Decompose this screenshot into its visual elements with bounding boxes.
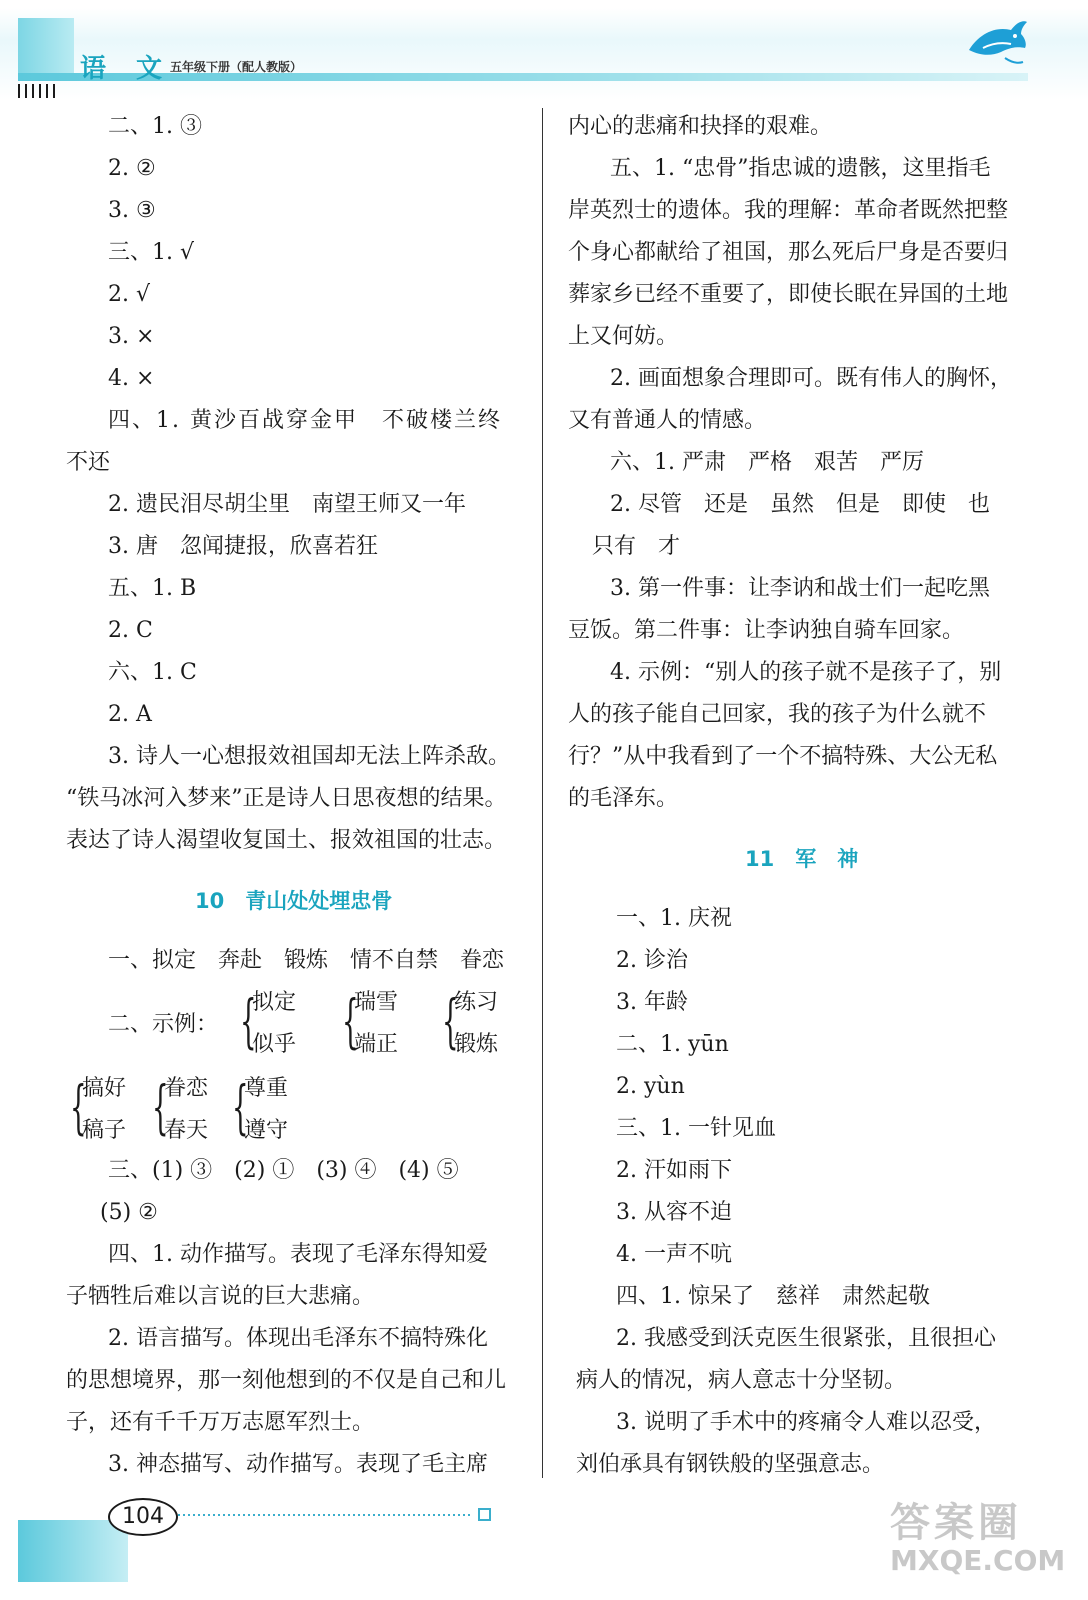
- watermark-logo-text: 答案圈: [890, 1500, 1022, 1546]
- word: 瑞雪: [354, 990, 399, 1015]
- dolphin-logo-icon: [965, 18, 1030, 74]
- answer-line: 豆饭。第二件事：让李讷独自骑车回家。: [568, 618, 965, 643]
- answer-line: 五、1. B: [108, 576, 197, 601]
- answer-line: 3. 唐 忽闻捷报，欣喜若狂: [108, 534, 378, 559]
- answer-line: 六、1. C: [108, 660, 197, 685]
- answer-line: 3. 说明了手术中的疼痛令人难以忍受，: [616, 1410, 996, 1435]
- word: 遵守: [244, 1118, 289, 1143]
- brace-icon: {: [152, 1073, 169, 1141]
- answer-line: 3. ×: [108, 324, 155, 349]
- word: 春天: [164, 1118, 209, 1143]
- word: 眷恋: [164, 1076, 209, 1101]
- answer-line: 2. A: [108, 702, 152, 727]
- subject-title: 语文: [80, 54, 193, 84]
- brace-icon: {: [442, 987, 459, 1055]
- answer-line: 四、1. 惊呆了 慈祥 肃然起敬: [616, 1284, 930, 1309]
- answer-line: 4. 示例：“别人的孩子就不是孩子了，别: [610, 660, 1002, 685]
- word: 拟定: [252, 990, 297, 1015]
- column-divider: [542, 108, 543, 1478]
- watermark: [890, 1500, 1065, 1576]
- header-ticks: [18, 84, 58, 98]
- answer-line: 的思想境界，那一刻他想到的不仅是自己和儿: [66, 1368, 507, 1393]
- answer-line: 2. 画面想象合理即可。既有伟人的胸怀，: [610, 366, 1012, 391]
- answer-line: 一、拟定 奔赴 锻炼 情不自禁 眷恋: [108, 948, 505, 973]
- answer-line: 一、1. 庆祝: [616, 906, 732, 931]
- section-title-10: 10 青山处处埋忠骨: [195, 889, 393, 913]
- section-title-11: 11 军 神: [745, 847, 859, 871]
- answer-line: 3. ③: [108, 198, 156, 223]
- answer-line: 岸英烈士的遗体。我的理解：革命者既然把整: [568, 198, 1009, 223]
- answer-line: 2. C: [108, 618, 153, 643]
- answer-line: 三、1. 一针见血: [616, 1116, 776, 1141]
- answer-line: 二、1. ③: [108, 114, 202, 139]
- answer-line: 2. √: [108, 282, 151, 307]
- answer-line: “铁马冰河入梦来”正是诗人日思夜想的结果。: [66, 786, 507, 811]
- answer-line: 4. 一声不吭: [616, 1242, 732, 1267]
- header-color-block: [18, 18, 74, 80]
- answer-line: 个身心都献给了祖国，那么死后尸身是否要归: [568, 240, 1009, 265]
- answer-line: 五、1. “忠骨”指忠诚的遗骸，这里指毛: [610, 156, 991, 181]
- answer-line: 2. 汗如雨下: [616, 1158, 732, 1183]
- watermark-url: MXQE.COM: [890, 1544, 1066, 1577]
- answer-line: 四、1. 动作描写。表现了毛泽东得知爱: [108, 1242, 488, 1267]
- word: 稿子: [82, 1118, 127, 1143]
- brace-icon: {: [342, 987, 359, 1055]
- answer-line: 刘伯承具有钢铁般的坚强意志。: [576, 1452, 885, 1477]
- answer-line: (5) ②: [100, 1200, 158, 1225]
- answer-line: 2. 诊治: [616, 948, 688, 973]
- example-label: 二、示例：: [108, 1012, 219, 1037]
- footer-dotted-rule: [178, 1514, 473, 1516]
- word: 尊重: [244, 1076, 289, 1101]
- answer-line: 上又何妨。: [568, 324, 679, 349]
- answer-line: 行？”从中我看到了一个不搞特殊、大公无私: [568, 744, 998, 769]
- answer-line: 又有普通人的情感。: [568, 408, 767, 433]
- answer-line: 只有 才: [592, 534, 681, 559]
- footer-square-icon: [478, 1508, 491, 1521]
- footer-color-block: [18, 1520, 128, 1582]
- answer-line: 2. yùn: [616, 1074, 685, 1099]
- answer-line: 人的孩子能自己回家，我的孩子为什么就不: [568, 702, 987, 727]
- answer-line: 4. ×: [108, 366, 155, 391]
- answer-line: 葬家乡已经不重要了，即使长眠在异国的土地: [568, 282, 1009, 307]
- answer-line: 不还: [66, 450, 111, 475]
- answer-line: 2. 遗民泪尽胡尘里 南望王师又一年: [108, 492, 466, 517]
- answer-line: 三、1. √: [108, 240, 195, 265]
- word: 搞好: [82, 1076, 127, 1101]
- grade-label: 五年级下册（配人教版）: [170, 60, 303, 74]
- answer-line: 2. 尽管 还是 虽然 但是 即使 也: [610, 492, 990, 517]
- answer-line: 的毛泽东。: [568, 786, 679, 811]
- answer-line: 3. 第一件事：让李讷和战士们一起吃黑: [610, 576, 990, 601]
- word: 锻炼: [454, 1032, 499, 1057]
- answer-line: 3. 神态描写、动作描写。表现了毛主席: [108, 1452, 488, 1477]
- brace-icon: {: [240, 987, 257, 1055]
- answer-line: 3. 诗人一心想报效祖国却无法上阵杀敌。: [108, 744, 510, 769]
- answer-line: 2. 语言描写。体现出毛泽东不搞特殊化: [108, 1326, 488, 1351]
- answer-line: 二、1. yūn: [616, 1032, 729, 1057]
- answer-line: 2. 我感受到沃克医生很紧张，且很担心: [616, 1326, 996, 1351]
- answer-line: 四、1. 黄沙百战穿金甲 不破楼兰终: [108, 408, 502, 433]
- answer-line: 3. 年龄: [616, 990, 688, 1015]
- page-number: 104: [108, 1498, 178, 1536]
- answer-line: 病人的情况，病人意志十分坚韧。: [576, 1368, 907, 1393]
- answer-line: 子，还有千千万万志愿军烈士。: [66, 1410, 375, 1435]
- answer-line: 三、(1) ③ (2) ① (3) ④ (4) ⑤: [108, 1158, 459, 1183]
- answer-line: 3. 从容不迫: [616, 1200, 732, 1225]
- answer-line: 内心的悲痛和抉择的艰难。: [568, 114, 833, 139]
- word: 练习: [454, 990, 499, 1015]
- brace-icon: {: [232, 1073, 249, 1141]
- answer-line: 表达了诗人渴望收复国土、报效祖国的壮志。: [66, 828, 507, 853]
- brace-icon: {: [70, 1073, 87, 1141]
- word: 似乎: [252, 1032, 297, 1057]
- word: 端正: [354, 1032, 399, 1057]
- answer-line: 六、1. 严肃 严格 艰苦 严厉: [610, 450, 924, 475]
- answer-line: 2. ②: [108, 156, 156, 181]
- answer-line: 子牺牲后难以言说的巨大悲痛。: [66, 1284, 375, 1309]
